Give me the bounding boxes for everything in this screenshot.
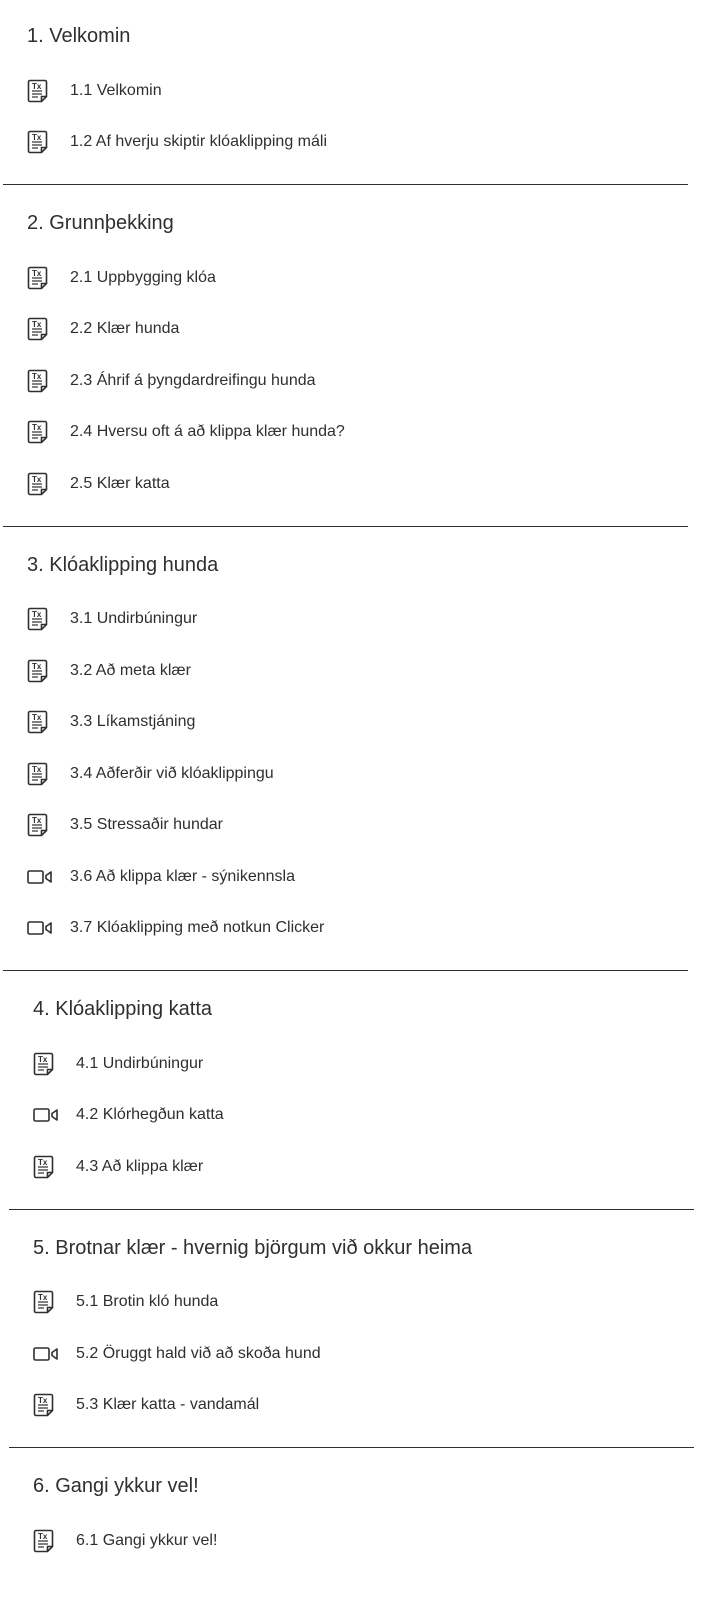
lecture-item[interactable]	[9, 1141, 694, 1193]
lecture-list	[3, 252, 688, 510]
lecture-item[interactable]	[9, 1277, 694, 1329]
lecture-list	[9, 1277, 694, 1432]
lecture-item[interactable]	[3, 594, 688, 646]
lecture-title: 3.6 Að klippa klær - sýnikennsla	[70, 867, 295, 885]
lecture-item[interactable]	[9, 1515, 694, 1567]
lecture-item[interactable]	[3, 65, 688, 117]
section-title[interactable]: 1. Velkomin	[27, 25, 131, 47]
section-title[interactable]: 3. Klóaklipping hunda	[27, 553, 219, 576]
document-icon	[27, 79, 53, 103]
lecture-title: 4.2 Klórhegðun katta	[76, 1106, 224, 1124]
document-icon	[27, 420, 53, 444]
lecture-list	[9, 1038, 694, 1193]
lecture-list	[3, 594, 688, 955]
curriculum-section	[3, 185, 688, 527]
svg-text:Tx: Tx	[32, 764, 42, 774]
svg-text:Tx: Tx	[32, 371, 42, 381]
video-icon	[33, 1342, 59, 1366]
svg-text:Tx: Tx	[32, 81, 42, 91]
lecture-list	[9, 1515, 694, 1567]
document-icon	[27, 607, 53, 631]
lecture-list	[3, 65, 688, 168]
lecture-item[interactable]	[3, 355, 688, 407]
lecture-title: 3.3 Líkamstjáning	[70, 713, 196, 731]
lecture-title: 2.3 Áhrif á þyngdardreifingu hunda	[70, 371, 316, 389]
lecture-title: 2.5 Klær katta	[70, 474, 170, 492]
document-icon	[27, 317, 53, 341]
lecture-item[interactable]	[9, 1038, 694, 1090]
lecture-item[interactable]	[3, 903, 688, 955]
lecture-title: 5.3 Klær katta - vandamál	[76, 1396, 260, 1414]
svg-text:Tx: Tx	[38, 1054, 48, 1064]
svg-text:Tx: Tx	[38, 1531, 48, 1541]
video-icon	[33, 1103, 59, 1127]
document-icon	[27, 266, 53, 290]
lecture-item[interactable]	[3, 407, 688, 459]
curriculum-section	[3, 0, 688, 185]
lecture-item[interactable]	[3, 458, 688, 510]
document-icon	[33, 1052, 59, 1076]
lecture-item[interactable]	[9, 1090, 694, 1142]
document-icon	[33, 1529, 59, 1553]
lecture-item[interactable]	[9, 1380, 694, 1432]
document-icon	[27, 130, 53, 154]
svg-text:Tx: Tx	[32, 320, 42, 330]
document-icon	[27, 369, 53, 393]
lecture-item[interactable]	[3, 851, 688, 903]
curriculum-section	[9, 1448, 694, 1567]
lecture-item[interactable]	[3, 748, 688, 800]
video-icon	[27, 916, 53, 940]
curriculum-section	[3, 527, 688, 972]
lecture-title: 3.5 Stressaðir hundar	[70, 816, 223, 834]
curriculum-section	[9, 1210, 694, 1449]
section-title[interactable]: 4. Klóaklipping katta	[33, 998, 213, 1020]
section-title[interactable]: 6. Gangi ykkur vel!	[33, 1475, 199, 1497]
svg-text:Tx: Tx	[32, 816, 42, 826]
lecture-item[interactable]	[3, 697, 688, 749]
lecture-title: 3.1 Undirbúningur	[70, 610, 198, 628]
lecture-item[interactable]	[9, 1328, 694, 1380]
lecture-title: 1.1 Velkomin	[70, 81, 162, 99]
lecture-title: 2.4 Hversu oft á að klippa klær hunda?	[70, 423, 345, 441]
lecture-item[interactable]	[3, 800, 688, 852]
document-icon	[27, 762, 53, 786]
lecture-title: 5.2 Öruggt hald við að skoða hund	[76, 1344, 321, 1362]
svg-text:Tx: Tx	[32, 610, 42, 620]
svg-text:Tx: Tx	[32, 713, 42, 723]
lecture-title: 2.2 Klær hunda	[70, 320, 180, 338]
document-icon	[33, 1155, 59, 1179]
lecture-title: 3.4 Aðferðir við klóaklippingu	[70, 764, 274, 782]
svg-text:Tx: Tx	[32, 133, 42, 143]
svg-text:Tx: Tx	[38, 1293, 48, 1303]
document-icon	[27, 472, 53, 496]
lecture-item[interactable]	[3, 117, 688, 169]
document-icon	[33, 1290, 59, 1314]
svg-text:Tx: Tx	[32, 268, 42, 278]
section-title[interactable]: 5. Brotnar klær - hvernig björgum við okkur heima	[33, 1236, 473, 1259]
svg-text:Tx: Tx	[32, 661, 42, 671]
svg-text:Tx: Tx	[38, 1396, 48, 1406]
svg-text:Tx: Tx	[38, 1157, 48, 1167]
lecture-title: 3.2 Að meta klær	[70, 661, 191, 679]
lecture-title: 1.2 Af hverju skiptir klóaklipping máli	[70, 133, 328, 151]
video-icon	[27, 865, 53, 889]
svg-text:Tx: Tx	[32, 423, 42, 433]
lecture-title: 2.1 Uppbygging klóa	[70, 268, 216, 286]
lecture-item[interactable]	[3, 252, 688, 304]
document-icon	[27, 813, 53, 837]
lecture-title: 4.3 Að klippa klær	[76, 1157, 204, 1175]
lecture-item[interactable]	[3, 304, 688, 356]
lecture-title: 6.1 Gangi ykkur vel!	[76, 1531, 218, 1549]
document-icon	[33, 1393, 59, 1417]
document-icon	[27, 659, 53, 683]
lecture-title: 3.7 Klóaklipping með notkun Clicker	[70, 919, 325, 937]
svg-text:Tx: Tx	[32, 474, 42, 484]
lecture-title: 4.1 Undirbúningur	[76, 1054, 204, 1072]
curriculum-section	[9, 971, 694, 1210]
lecture-item[interactable]	[3, 645, 688, 697]
lecture-title: 5.1 Brotin kló hunda	[76, 1293, 219, 1311]
section-title[interactable]: 2. Grunnþekking	[27, 212, 174, 234]
document-icon	[27, 710, 53, 734]
